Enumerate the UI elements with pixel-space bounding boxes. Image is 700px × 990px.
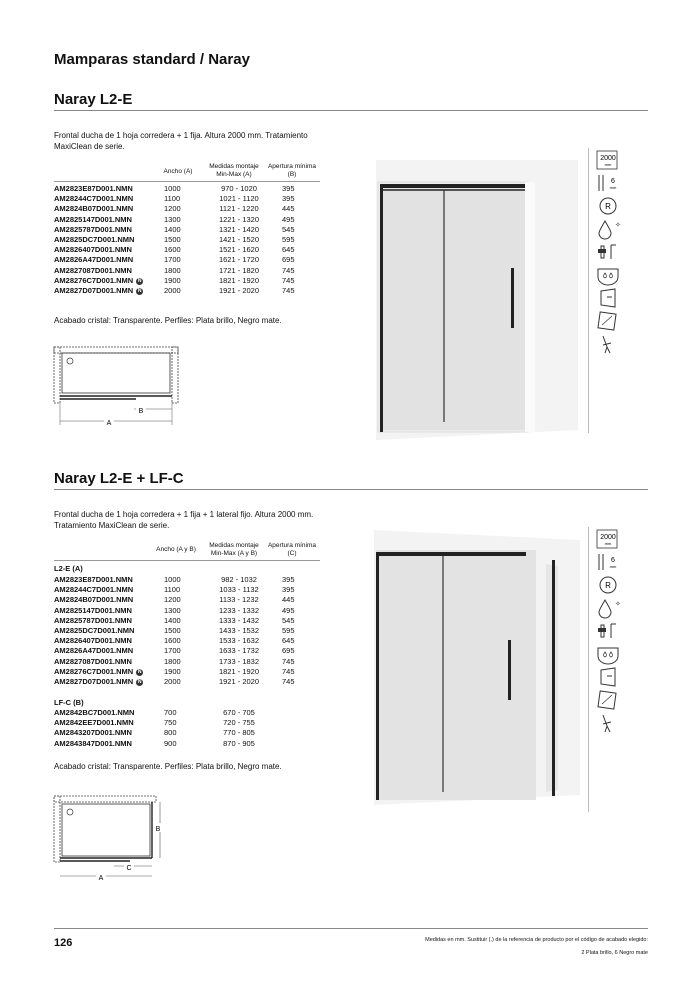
- section-title-l2e: Naray L2-E: [54, 91, 133, 108]
- product-ref: AM2826407D001.NMN: [54, 636, 132, 646]
- sliding-door-icon: [589, 286, 627, 309]
- mount-range: 1021 - 1120: [219, 194, 259, 204]
- mount-range: 1921 - 2020: [218, 286, 260, 295]
- opening-value: 545: [282, 615, 295, 625]
- mount-range: 1621 - 1720: [218, 255, 260, 265]
- section-title-l2e-lfc: Naray L2-E + LF-C: [54, 470, 184, 487]
- feature-icons-l2e-lfc: [588, 527, 627, 812]
- mount-range: 1921 - 2020: [218, 677, 260, 686]
- table-header-rule: [54, 560, 320, 561]
- opening-value: 395: [282, 194, 295, 204]
- table-row: [54, 739, 324, 749]
- product-ref: AM2825787D001.NMN: [54, 615, 132, 625]
- mount-range: 1433 - 1532: [218, 626, 260, 635]
- anticalc-icon: [589, 642, 627, 665]
- width-value: 1700: [164, 646, 181, 656]
- svg-text:✧: ✧: [615, 599, 621, 608]
- group-label-lfc: LF-C (B): [54, 698, 84, 707]
- opening-value: 695: [282, 646, 295, 656]
- table-row: [54, 646, 324, 656]
- mount-range: 1033 - 1132: [219, 585, 259, 595]
- table-row: [54, 194, 324, 204]
- mount-range: 970 - 1020: [221, 184, 257, 193]
- svg-text:6: 6: [611, 177, 615, 185]
- product-ref: AM2842BC7D001.NMN: [54, 708, 135, 717]
- table-row: [54, 276, 324, 286]
- width-value: 2000: [164, 677, 181, 686]
- opening-value: 645: [282, 245, 295, 255]
- footer-rule: [54, 928, 648, 929]
- maxiclean-icon: [589, 596, 627, 619]
- mount-range: 1521 - 1620: [218, 245, 260, 255]
- svg-text:2000: 2000: [600, 154, 616, 162]
- product-ref: AM2825DC7D001.NMN: [54, 626, 135, 635]
- product-ref: AM2843207D001.NMN: [54, 728, 132, 738]
- table-row: [54, 286, 324, 296]
- width-value: 900: [164, 738, 177, 748]
- opening-value: 395: [282, 184, 295, 193]
- mount-range: 1121 - 1220: [219, 204, 259, 214]
- opening-value: 745: [282, 656, 295, 666]
- width-value: 1900: [164, 666, 181, 676]
- width-value: 1000: [164, 575, 181, 584]
- svg-text:✧: ✧: [615, 220, 621, 229]
- page-title: Mamparas standard / Naray: [54, 51, 250, 68]
- reversible-icon: [589, 573, 627, 596]
- group-label-l2e: L2-E (A): [54, 564, 83, 573]
- safety-glass-icon: [589, 688, 627, 711]
- svg-text:mm: mm: [609, 563, 617, 569]
- anticalc-icon: [589, 263, 627, 286]
- product-ref: AM2825DC7D001.NMN: [54, 235, 135, 244]
- new-badge: N: [137, 277, 142, 284]
- product-ref: AM2827D07D001.NMN N: [54, 677, 142, 686]
- width-value: 1300: [164, 214, 181, 224]
- table-row: [54, 636, 324, 646]
- maxiclean-icon: [589, 217, 627, 240]
- product-ref: AM2826A47D001.NMN: [54, 646, 134, 656]
- product-ref: AM2827087D001.NMN: [54, 265, 132, 275]
- glass-6mm-icon: [589, 171, 627, 194]
- new-badge: N: [137, 288, 142, 294]
- dimension-label-a: A: [106, 420, 112, 427]
- finish-note: Acabado cristal: Transparente. Perfiles: Plata brillo, Negro mate.: [54, 762, 282, 771]
- product-ref: AM2824B07D001.NMN: [54, 204, 134, 214]
- product-ref: AM2827087D001.NMN: [54, 656, 132, 666]
- svg-text:6: 6: [611, 556, 615, 564]
- mount-range: 670 - 705: [223, 708, 255, 717]
- opening-value: 445: [282, 204, 295, 214]
- table-row: [54, 595, 324, 605]
- width-value: 1400: [164, 224, 181, 234]
- svg-text:mm: mm: [604, 540, 612, 546]
- table-row: [54, 606, 324, 616]
- svg-text:mm: mm: [609, 184, 617, 190]
- opening-value: 745: [282, 666, 295, 676]
- width-value: 1900: [164, 275, 181, 285]
- product-ref: AM2824B07D001.NMN: [54, 595, 134, 605]
- mount-range: 870 - 905: [223, 738, 255, 748]
- table-row: [54, 266, 324, 276]
- table-row: [54, 575, 324, 585]
- opening-value: 545: [282, 224, 295, 234]
- footer-note: Medidas en mm. Sustituir (.) de la referencia de producto por el código de acabado elegido:: [425, 937, 648, 943]
- mount-range: 1421 - 1520: [218, 235, 260, 244]
- product-ref: AM28276C7D001.NMN N: [54, 666, 142, 676]
- width-value: 1200: [164, 595, 181, 605]
- footer-finish-codes: 2 Plata brillo, 6 Negro mate: [581, 950, 648, 956]
- new-badge: N: [137, 679, 142, 685]
- width-value: 1500: [164, 235, 181, 244]
- product-image-l2e-lfc: [368, 530, 580, 810]
- opening-value: 495: [282, 605, 295, 615]
- product-ref: AM2825147D001.NMN: [54, 214, 132, 224]
- product-ref: AM28244C7D001.NMN: [54, 585, 134, 595]
- width-value: 1100: [164, 585, 181, 595]
- height-2000-icon: [589, 527, 627, 550]
- installation-icon: [589, 240, 627, 263]
- mount-range: 1333 - 1432: [218, 615, 260, 625]
- height-2000-icon: [589, 148, 627, 171]
- table-row: [54, 616, 324, 626]
- section-description: Frontal ducha de 1 hoja corredera + 1 fija + 1 lateral fijo. Altura 2000 mm. Tratamiento MaxiClean de serie.: [54, 510, 314, 530]
- opening-value: 745: [282, 286, 295, 295]
- opening-value: 445: [282, 595, 295, 605]
- mount-range: 720 - 755: [223, 718, 255, 728]
- width-value: 1800: [164, 265, 181, 275]
- dimension-label-b: B: [138, 408, 144, 415]
- floor-plan-diagram-l2e: [50, 343, 180, 433]
- product-ref: AM2823E87D001.NMN: [54, 184, 133, 193]
- table-row: [54, 708, 324, 718]
- mount-range: 770 - 805: [223, 728, 255, 738]
- product-ref: AM2825787D001.NMN: [54, 224, 132, 234]
- table-row: [54, 184, 324, 194]
- product-ref: AM2823E87D001.NMN: [54, 575, 133, 584]
- finish-note: Acabado cristal: Transparente. Perfiles: Plata brillo, Negro mate.: [54, 316, 282, 325]
- width-value: 1000: [164, 184, 181, 193]
- section-rule: [54, 110, 648, 111]
- table-row: [54, 667, 324, 677]
- width-value: 1300: [164, 605, 181, 615]
- mount-range: 1221 - 1320: [218, 214, 260, 224]
- width-value: 1400: [164, 615, 181, 625]
- mount-range: 982 - 1032: [221, 575, 257, 584]
- dimension-label-b: B: [155, 826, 161, 833]
- cleaning-icon: [589, 332, 627, 355]
- mount-range: 1133 - 1232: [219, 595, 259, 605]
- product-ref: AM28276C7D001.NMN N: [54, 275, 142, 285]
- product-ref: AM2826407D001.NMN: [54, 245, 132, 255]
- mount-range: 1633 - 1732: [218, 646, 260, 656]
- reversible-icon: [589, 194, 627, 217]
- opening-value: 745: [282, 677, 295, 686]
- opening-value: 745: [282, 265, 295, 275]
- table-row: [54, 718, 324, 728]
- section-description: Frontal ducha de 1 hoja corredera + 1 fija. Altura 2000 mm. Tratamiento MaxiClean de serie.: [54, 131, 308, 151]
- mount-range: 1821 - 1920: [218, 666, 260, 676]
- width-value: 1800: [164, 656, 181, 666]
- col-header-width: Ancho (A y B): [156, 546, 196, 553]
- col-header-width: Ancho (A): [163, 168, 193, 175]
- mount-range: 1821 - 1920: [218, 275, 260, 285]
- table-row: [54, 585, 324, 595]
- opening-value: 395: [282, 585, 295, 595]
- sliding-door-icon: [589, 665, 627, 688]
- width-value: 1700: [164, 255, 181, 265]
- opening-value: 695: [282, 255, 295, 265]
- svg-text:mm: mm: [604, 161, 612, 167]
- width-value: 750: [164, 718, 177, 728]
- table-row: [54, 677, 324, 687]
- table-row: [54, 255, 324, 265]
- product-ref: AM28244C7D001.NMN: [54, 194, 134, 204]
- col-header-mount: Medidas montaje Min-Max (A y B): [209, 542, 259, 557]
- width-value: 1600: [164, 245, 181, 255]
- mount-range: 1721 - 1820: [218, 265, 260, 275]
- installation-icon: [589, 619, 627, 642]
- width-value: 1600: [164, 636, 181, 646]
- width-value: 800: [164, 728, 177, 738]
- mount-range: 1533 - 1632: [218, 636, 260, 646]
- table-row: [54, 204, 324, 214]
- table-row: [54, 245, 324, 255]
- section-rule: [54, 489, 648, 490]
- opening-value: 495: [282, 214, 295, 224]
- cleaning-icon: [589, 711, 627, 734]
- floor-plan-diagram-l2e-lfc: [50, 792, 170, 884]
- table-row: [54, 626, 324, 636]
- mount-range: 1233 - 1332: [218, 605, 260, 615]
- new-badge: N: [137, 668, 142, 675]
- safety-glass-icon: [589, 309, 627, 332]
- svg-text:2000: 2000: [600, 533, 616, 541]
- product-ref: AM2825147D001.NMN: [54, 605, 132, 615]
- product-ref: AM2827D07D001.NMN N: [54, 286, 142, 295]
- product-ref: AM2842EE7D001.NMN: [54, 718, 134, 728]
- table-row: [54, 225, 324, 235]
- product-ref: AM2826A47D001.NMN: [54, 255, 134, 265]
- width-value: 1200: [164, 204, 181, 214]
- mount-range: 1321 - 1420: [218, 224, 260, 234]
- width-value: 1100: [164, 194, 181, 204]
- table-row: [54, 657, 324, 667]
- width-value: 1500: [164, 626, 181, 635]
- table-header-rule: [54, 181, 320, 182]
- col-header-opening: Apertura mínima (B): [267, 163, 317, 178]
- table-row: [54, 215, 324, 225]
- dimension-label-a: A: [98, 875, 104, 882]
- feature-icons-l2e: [588, 148, 627, 433]
- product-ref: AM2843847D001.NMN: [54, 738, 132, 748]
- svg-text:R: R: [605, 580, 611, 590]
- opening-value: 745: [282, 275, 295, 285]
- width-value: 700: [164, 708, 177, 717]
- glass-6mm-icon: [589, 550, 627, 573]
- opening-value: 645: [282, 636, 295, 646]
- opening-value: 595: [282, 235, 295, 244]
- col-header-mount: Medidas montaje Min-Max (A): [209, 163, 259, 178]
- width-value: 2000: [164, 286, 181, 295]
- table-row: [54, 235, 324, 245]
- table-row: [54, 728, 324, 738]
- product-image-l2e: [368, 160, 578, 440]
- col-header-opening: Apertura mínima (C): [267, 542, 317, 557]
- opening-value: 595: [282, 626, 295, 635]
- opening-value: 395: [282, 575, 295, 584]
- page-number: 126: [54, 937, 73, 949]
- dimension-label-c: C: [126, 865, 132, 872]
- svg-text:R: R: [605, 201, 611, 211]
- mount-range: 1733 - 1832: [218, 656, 260, 666]
